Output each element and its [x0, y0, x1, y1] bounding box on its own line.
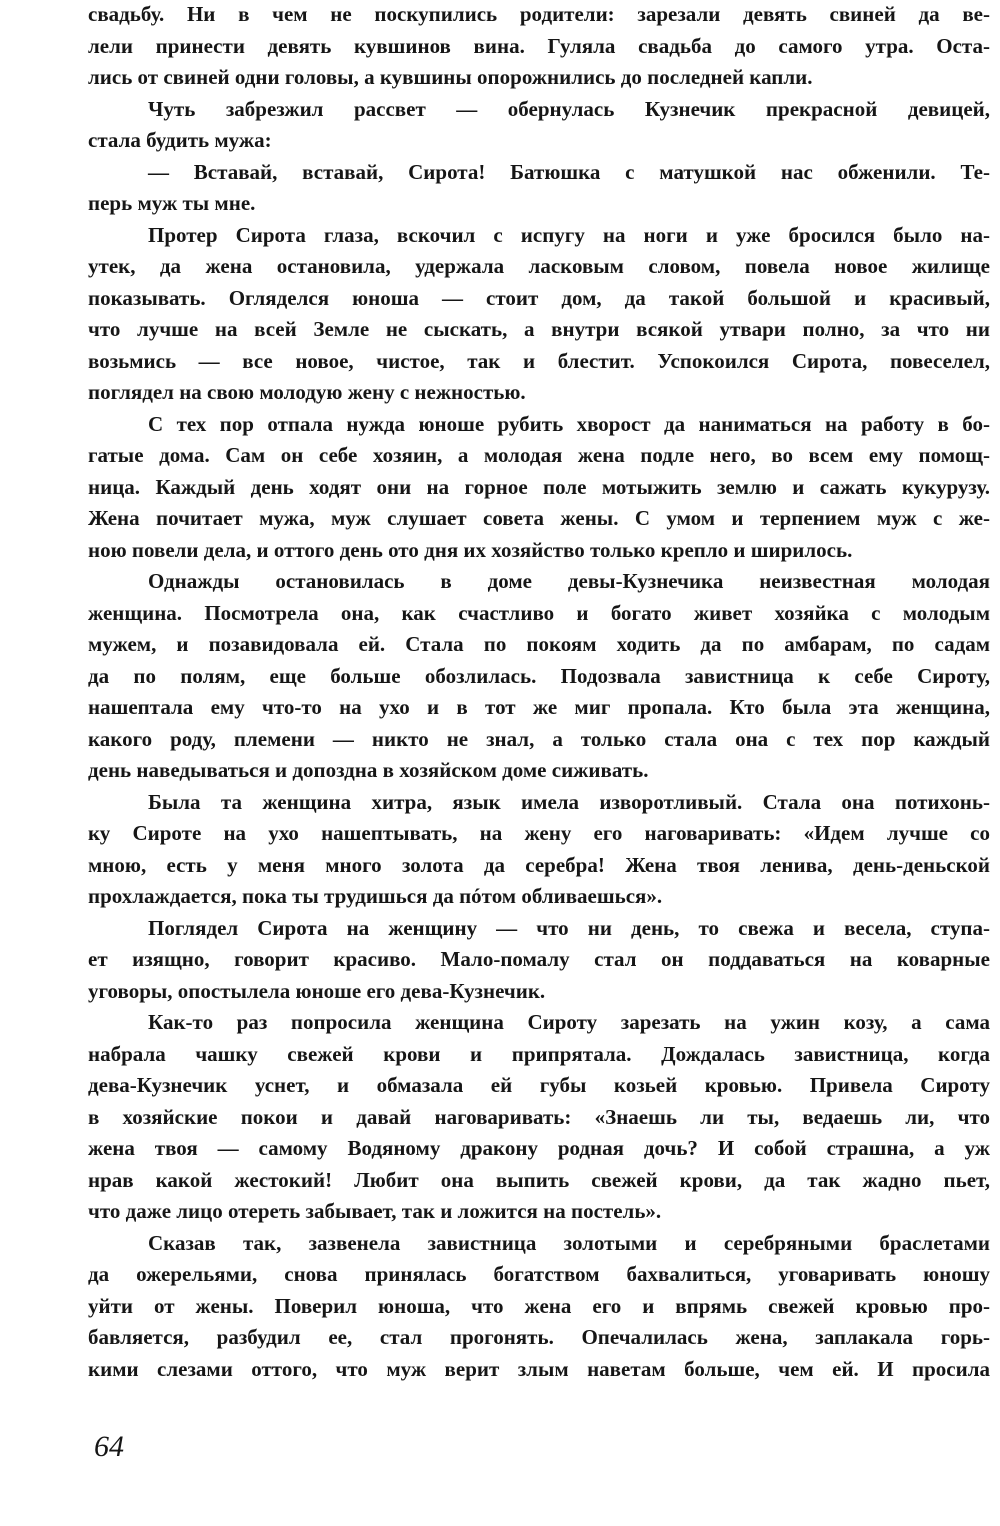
text-line: в хозяйские покои и давай наговаривать: «Знаешь ли ты, ведаешь ли, что [88, 1104, 990, 1129]
text-line: свадьбу. Ни в чем не поскупились родители: зарезали девять свиней да ве- [88, 2, 990, 26]
text-line: мужем, и позавидовала ей. Стала по покоям ходить да по амбарам, по садам [88, 632, 990, 656]
paragraph [88, 1228, 990, 1386]
text-line: утек, да жена остановила, удержала ласковым словом, повела новое жилище [88, 254, 990, 278]
text-line: показывать. Огляделся юноша — стоит дом, да такой большой и красивый, [88, 285, 990, 310]
text-line: стала будить мужа: [88, 128, 272, 152]
text-line: да ожерельями, снова принялась богатством бахвалиться, уговаривать юношу [88, 1262, 990, 1286]
text-line: кими слезами оттого, что муж верит злым наветам больше, чем ей. И просила [88, 1356, 990, 1381]
paragraph [88, 409, 990, 567]
paragraph [88, 1007, 990, 1228]
text-line: Была та женщина хитра, язык имела изворотливый. Стала она потихонь- [148, 789, 990, 814]
text-line: мною, есть у меня много золота да серебра! Жена твоя ленива, день-деньской [88, 852, 990, 877]
text-line: ет изящно, говорит красиво. Мало-помалу стал он поддаваться на коварные [88, 947, 990, 971]
paragraph [88, 94, 990, 157]
text-line: — Вставай, вставай, Сирота! Батюшка с матушкой нас обженили. Те- [148, 159, 990, 184]
text-line: женщина. Посмотрела она, как счастливо и богато живет хозяйка с молодым [88, 600, 990, 625]
text-line: Чуть забрезжил рассвет — обернулась Кузнечик прекрасной девицей, [148, 96, 990, 121]
text-line: Сказав так, зазвенела завистница золотыми и серебряными браслетами [148, 1230, 990, 1255]
paragraph [88, 220, 990, 409]
text-line: дева-Кузнечик уснет, и обмазала ей губы козьей кровью. Привела Сироту [88, 1073, 990, 1097]
text-line: нашептала ему что-то на ухо и в тот же миг пропала. Кто была эта женщина, [88, 695, 990, 719]
text-line: какого роду, племени — никто не знал, а только стала она с тех пор каждый [88, 726, 990, 751]
text-line: возьмись — все новое, чистое, так и блестит. Успокоился Сирота, повеселел, [88, 348, 990, 373]
text-line: прохлаждается, пока ты трудишься да пóтом обливаешься». [88, 884, 663, 908]
text-line: нрав какой жестокий! Любит она выпить свежей крови, да так жадно пьет, [88, 1167, 990, 1192]
text-line: перь муж ты мне. [88, 191, 256, 215]
text-line: ною повели дела, и оттого день ото дня их хозяйство только крепло и ширилось. [88, 537, 853, 562]
text-line: С тех пор отпала нужда юноше рубить хворост да наниматься на работу в бо- [148, 411, 990, 436]
text-line: да по полям, еще больше обозлилась. Подозвала завистница к себе Сироту, [88, 663, 990, 688]
text-line: уйти от жены. Поверил юноша, что жена его и впрямь свежей кровью про- [88, 1293, 990, 1318]
page-number: 64 [94, 1430, 124, 1463]
text-line: что лучше на всей Земле не сыскать, а внутри всякой утвари полно, за что ни [88, 317, 990, 341]
text-line: бавляется, разбудил ее, стал прогонять. Опечалилась жена, заплакала горь- [88, 1325, 990, 1349]
text-line: Жена почитает мужа, муж слушает совета жены. С умом и терпением муж с же- [88, 506, 990, 530]
text-line: лели принести девять кувшинов вина. Гуляла свадьба до самого утра. Оста- [88, 33, 990, 58]
paragraph [88, 157, 990, 220]
paragraph [88, 0, 990, 94]
paragraph [88, 566, 990, 787]
paragraph [88, 787, 990, 913]
text-line: набрала чашку свежей крови и припрятала. Дождалась завистница, когда [88, 1041, 990, 1066]
text-line: Поглядел Сирота на женщину — что ни день, то свежа и весела, ступа- [148, 915, 990, 940]
text-line: ница. Каждый день ходят они на горное поле мотыжить землю и сажать кукурузу. [88, 474, 990, 499]
text-line: день наведываться и допоздна в хозяйском доме сиживать. [88, 758, 649, 782]
text-line: уговоры, опостылела юноше его дева-Кузнечик. [88, 978, 546, 1003]
text-line: гатые дома. Сам он себе хозяин, а молодая жена подле него, во всем ему помощ- [88, 443, 990, 467]
text-line: лись от свиней одни головы, а кувшины опорожнились до последней капли. [88, 65, 813, 89]
text-line: Однажды остановилась в доме девы-Кузнечика неизвестная молодая [148, 569, 990, 593]
text-line: Как-то раз попросила женщина Сироту зарезать на ужин козу, а сама [148, 1010, 990, 1034]
text-line: ку Сироте на ухо нашептывать, на жену его наговаривать: «Идем лучше со [88, 821, 990, 845]
paragraph [88, 913, 990, 1008]
text-line: поглядел на свою молодую жену с нежностью. [88, 380, 526, 404]
text-line: Протер Сирота глаза, вскочил с испугу на ноги и уже бросился было на- [148, 222, 990, 247]
text-line: что даже лицо отереть забывает, так и ложится на постель». [88, 1199, 662, 1223]
text-line: жена твоя — самому Водяному дракону родная дочь? И собой страшна, а уж [88, 1136, 990, 1160]
page-body-text [88, 0, 990, 1385]
